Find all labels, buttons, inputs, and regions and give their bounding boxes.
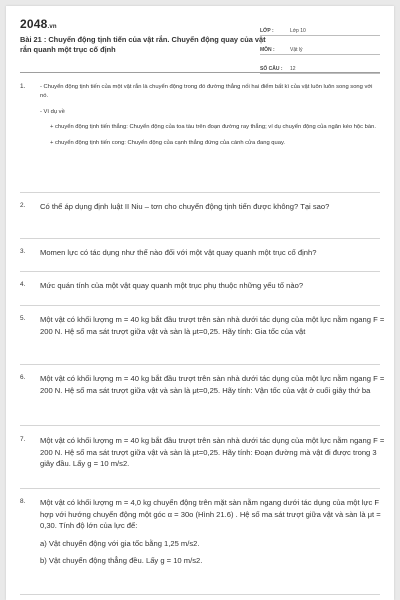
question-option: a) Vật chuyển động với gia tốc bằng 1,25 m/s2. <box>40 538 200 548</box>
question-text: Một vật có khối lượng m = 40 kg bắt đầu trượt trên sàn nhà dưới tác dụng của một lực nằm ngang F = 200 N. Hệ số ma sát trượt giữa vật và sàn là μt=0,25. Hãy tính: Gia tốc của vật <box>40 315 385 336</box>
meta-row-class <box>260 20 380 36</box>
separator <box>20 271 380 272</box>
site-logo[interactable]: 2048.vn <box>20 17 57 31</box>
question-number: 8. <box>20 498 26 505</box>
question-text: Một vật có khối lượng m = 40 kg bắt đầu trượt trên sàn nhà dưới tác dụng của một lực nằm ngang F = 200 N. Hệ số ma sát trượt giữa vật và sàn là μt=0,25. Hãy tính: Vận tốc của vật ở cuối giây thứ ba <box>40 374 385 395</box>
lesson-title: Bài 21 : Chuyển động tịnh tiến của vật rắn. Chuyển động quay của vật rắn quanh một trục cố định <box>20 35 266 54</box>
answer-line: - Chuyển động tịnh tiến của một vật rắn là chuyển động trong đó đường thẳng nối hai điểm bất kì của vật luôn luôn song song với nó. <box>40 84 373 100</box>
separator <box>20 488 380 489</box>
meta-label: SỐ CÂU : <box>260 66 283 72</box>
question-number: 2. <box>20 202 26 209</box>
question-number: 3. <box>20 248 26 255</box>
question-text: Mức quán tính của một vật quay quanh một trục phụ thuộc những yếu tố nào? <box>40 281 304 290</box>
separator <box>20 364 380 365</box>
question-number: 1. <box>20 83 26 90</box>
separator <box>20 238 380 239</box>
question-option: b) Vật chuyển động thẳng đều. Lấy g = 10 m/s2. <box>40 556 203 566</box>
separator <box>20 305 380 306</box>
meta-row-subject <box>260 39 380 55</box>
question-number: 6. <box>20 374 26 381</box>
question-text: Momen lực có tác dụng như thế nào đối với một vật quay quanh một trục cố định? <box>40 248 317 257</box>
answer-line: + chuyển động tịnh tiến thẳng: Chuyển động của toa tàu trên đoạn đường ray thẳng; ví dụ chuyển động của ngăn kéo hộc bàn. <box>50 124 376 131</box>
answer-line: - Ví dụ về <box>40 108 65 115</box>
question-number: 7. <box>20 436 26 443</box>
meta-label: MÔN : <box>260 47 275 53</box>
meta-value: Vật lý <box>290 47 303 53</box>
document-page <box>6 6 394 600</box>
question-number: 5. <box>20 315 26 322</box>
question-body <box>40 497 385 567</box>
question-text: Một vật có khối lượng m = 40 kg bắt đầu trượt trên sàn nhà dưới tác dụng của một lực nằm ngang F = 200 N. Hệ số ma sát trượt giữa vật và sàn là μt=0,25. Hãy tính: Đoạn đường mà vật đi được trong 3 giây đầu. Lấy g = 10 m/s2. <box>40 436 385 469</box>
meta-value: 12 <box>290 66 296 72</box>
meta-value: Lớp 10 <box>290 28 306 34</box>
separator <box>20 192 380 193</box>
question-body <box>40 83 380 148</box>
header <box>6 6 394 70</box>
answer-line: + chuyển động tịnh tiến cong: Chuyển động của cạnh thẳng đứng của cánh cửa đang quay. <box>50 139 286 146</box>
question-text: Có thể áp dụng định luật II Niu – tơn cho chuyển động tịnh tiến được không? Tại sao? <box>40 202 330 211</box>
separator <box>20 594 380 595</box>
meta-table <box>260 20 380 77</box>
question-number: 4. <box>20 281 26 288</box>
question-text: Một vật có khối lượng m = 4,0 kg chuyển động trên mặt sàn nằm ngang dưới tác dụng của một lực F hợp với hướng chuyển động một góc α = 30o (Hình 21.6) . Hệ số ma sát trượt giữa vật và sàn là μt = 0,30. Tính độ lớn của lực để: <box>40 498 381 531</box>
separator <box>20 425 380 426</box>
meta-label: LỚP : <box>260 28 274 34</box>
header-divider <box>20 72 380 73</box>
